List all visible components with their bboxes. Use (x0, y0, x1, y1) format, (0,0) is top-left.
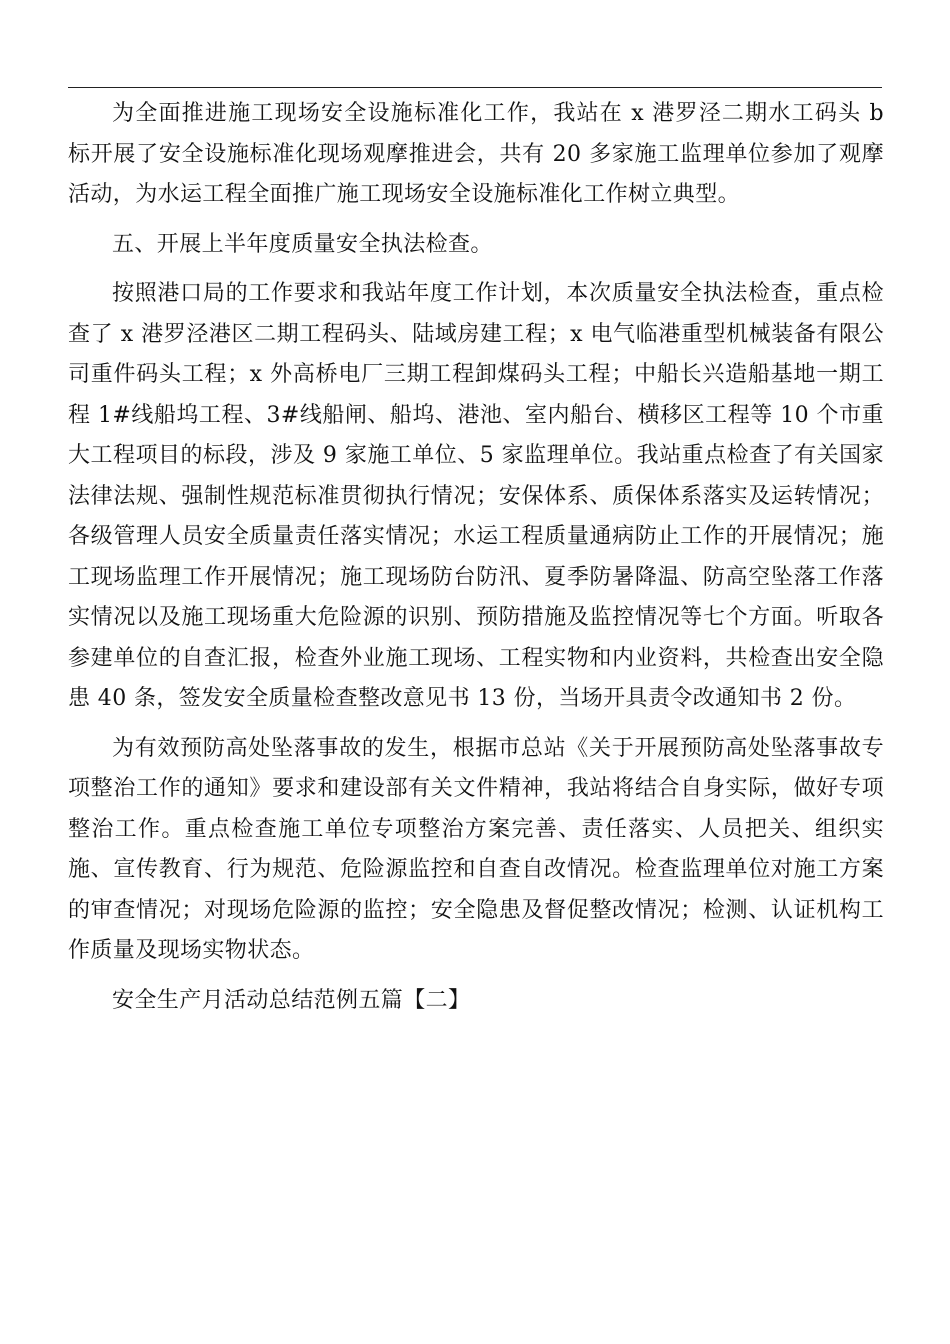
paragraph-fall-prevention: 为有效预防高处坠落事故的发生，根据市总站《关于开展预防高处坠落事故专项整治工作的通知》要求和建设部有关文件精神，我站将结合自身实际，做好专项整治工作。重点检查施工单位专项整治方案完善、责任落实、人员把关、组织实施、宣传教育、行为规范、危险源监控和自查自改情况。检查监理单位对施工方案的审查情况；对现场危险源的监控；安全隐患及督促整改情况；检测、认证机构工作质量及现场实物状态。 (68, 735, 884, 963)
document-body (68, 94, 884, 1030)
paragraph-law-enforcement-inspection: 按照港口局的工作要求和我站年度工作计划，本次质量安全执法检查，重点检查了 x 港罗泾港区二期工程码头、陆域房建工程；x 电气临港重型机械装备有限公司重件码头工程；x 外高桥电厂三期工程卸煤码头工程；中船长兴造船基地一期工程 1#线船坞工程、3#线船闸、船坞、港池、室内船台、横移区工程等 10 个市重大工程项目的标段，涉及 9 家施工单位、5 家监理单位。我站重点检查了有关国家法律法规、强制性规范标准贯彻执行情况；安保体系、质保体系落实及运转情况；各级管理人员安全质量责任落实情况；水运工程质量通病防止工作的开展情况；施工现场监理工作开展情况；施工现场防台防汛、夏季防暑降温、防高空坠落工作落实情况以及施工现场重大危险源的识别、预防措施及监控情况等七个方面。听取各参建单位的自查汇报，检查外业施工现场、工程实物和内业资料，共检查出安全隐患 40 条，签发安全质量检查整改意见书 13 份，当场开具责令改通知书 2 份。 (68, 281, 884, 711)
section-heading-inspection: 五、开展上半年度质量安全执法检查。 (112, 231, 493, 257)
header-rule (68, 87, 882, 88)
article-title-part-two: 安全生产月活动总结范例五篇【二】 (112, 987, 471, 1013)
paragraph-safety-standardization: 为全面推进施工现场安全设施标准化工作，我站在 x 港罗泾二期水工码头 b 标开展了安全设施标准化现场观摩推进会，共有 20 多家施工监理单位参加了观摩活动，为水运工程全面推广施工现场安全设施标准化工作树立典型。 (68, 101, 884, 207)
